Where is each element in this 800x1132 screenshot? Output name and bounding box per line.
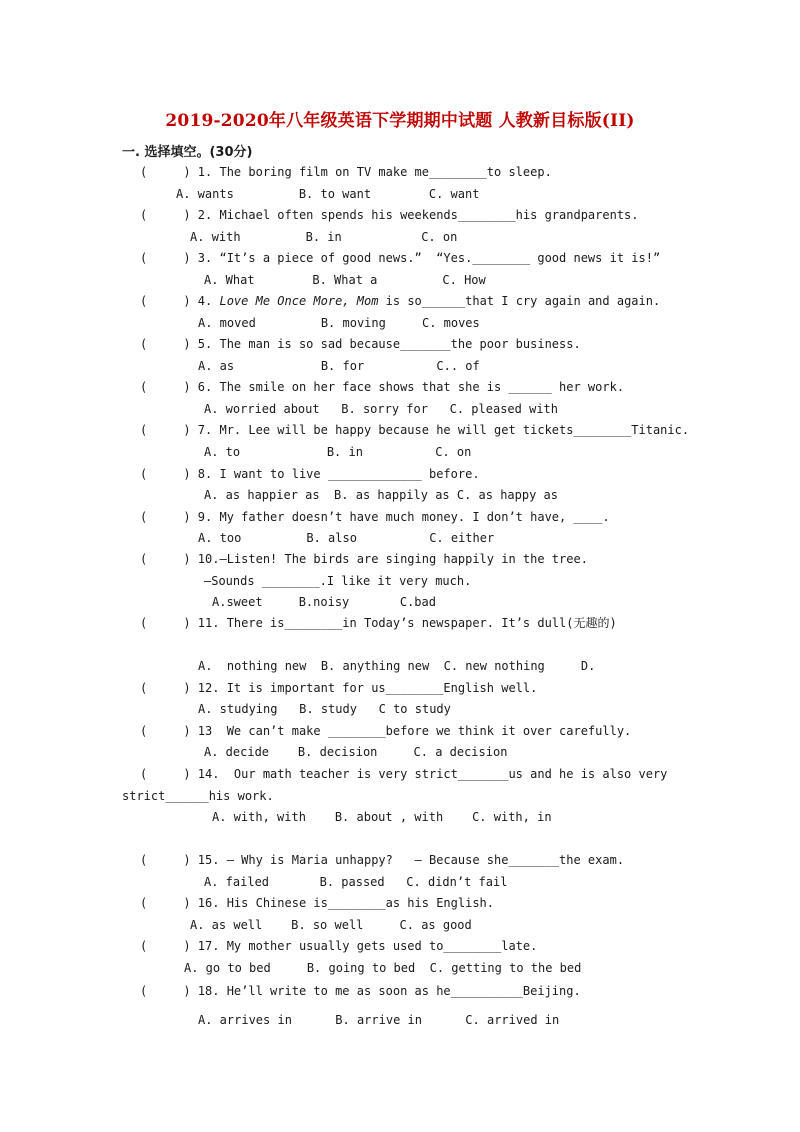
options-8: A. as happier as B. as happily as C. as happy as	[204, 488, 559, 502]
question-17: ( ) 17. My mother usually gets used to________late.	[140, 939, 538, 953]
question-8: ( ) 8. I want to live _____________ before.	[140, 467, 480, 481]
question-4-prefix: ( ) 4.	[140, 294, 220, 308]
options-16: A. as well B. so well C. as good	[190, 918, 472, 932]
question-10: ( ) 10.—Listen! The birds are singing happily in the tree.	[140, 552, 588, 566]
options-5: A. as B. for C.. of	[198, 359, 480, 373]
question-4	[140, 293, 660, 309]
options-13: A. decide B. decision C. a decision	[204, 745, 508, 759]
section-heading: 一. 选择填空。(30分)	[122, 145, 253, 160]
page-title: 2019-2020年八年级英语下学期期中试题 人教新目标版(II)	[165, 111, 635, 131]
options-2: A. with B. in C. on	[190, 230, 458, 244]
options-3: A. What B. What a C. How	[204, 273, 486, 287]
options-17: A. go to bed B. going to bed C. getting to the bed	[184, 961, 582, 975]
options-14: A. with, with B. about , with C. with, in	[212, 810, 552, 824]
question-18: ( ) 18. He’ll write to me as soon as he__________Beijing.	[140, 984, 581, 998]
question-9: ( ) 9. My father doesn’t have much money. I don’t have, ____.	[140, 510, 610, 524]
question-11: ( ) 11. There is________in Today’s newspaper. It’s dull(无趣的)	[140, 616, 617, 630]
options-10: A.sweet B.noisy C.bad	[212, 595, 436, 609]
options-6: A. worried about B. sorry for C. pleased with	[204, 402, 559, 416]
question-6: ( ) 6. The smile on her face shows that she is ______ her work.	[140, 380, 625, 394]
options-1: A. wants B. to want C. want	[176, 187, 480, 201]
options-4: A. moved B. moving C. moves	[198, 316, 480, 330]
question-2: ( ) 2. Michael often spends his weekends________his grandparents.	[140, 208, 639, 222]
question-7: ( ) 7. Mr. Lee will be happy because he will get tickets________Titanic.	[140, 423, 690, 437]
options-18: A. arrives in B. arrive in C. arrived in	[198, 1013, 560, 1027]
song-title: Love Me Once More, Mom	[219, 294, 379, 308]
question-14: ( ) 14. Our math teacher is very strict_______us and he is also very	[140, 767, 668, 781]
question-1: ( ) 1. The boring film on TV make me________to sleep.	[140, 165, 552, 179]
question-16: ( ) 16. His Chinese is________as his English.	[140, 896, 495, 910]
options-9: A. too B. also C. either	[198, 531, 495, 545]
question-15: ( ) 15. — Why is Maria unhappy? — Because she_______the exam.	[140, 853, 625, 867]
question-10-reply: —Sounds ________.I like it very much.	[204, 574, 472, 588]
options-15: A. failed B. passed C. didn’t fail	[204, 875, 508, 889]
question-4-suffix: is so______that I cry again and again.	[378, 294, 661, 308]
question-12: ( ) 12. It is important for us________English well.	[140, 681, 538, 695]
options-12: A. studying B. study C to study	[198, 702, 451, 716]
question-5: ( ) 5. The man is so sad because_______the poor business.	[140, 337, 581, 351]
options-7: A. to B. in C. on	[204, 445, 472, 459]
question-3: ( ) 3. “It’s a piece of good news.” “Yes.________ good news it is!”	[140, 251, 661, 265]
question-13: ( ) 13 We can’t make ________before we think it over carefully.	[140, 724, 632, 738]
question-14-continued: strict______his work.	[122, 789, 274, 803]
options-11: A. nothing new B. anything new C. new nothing D.	[198, 659, 596, 673]
